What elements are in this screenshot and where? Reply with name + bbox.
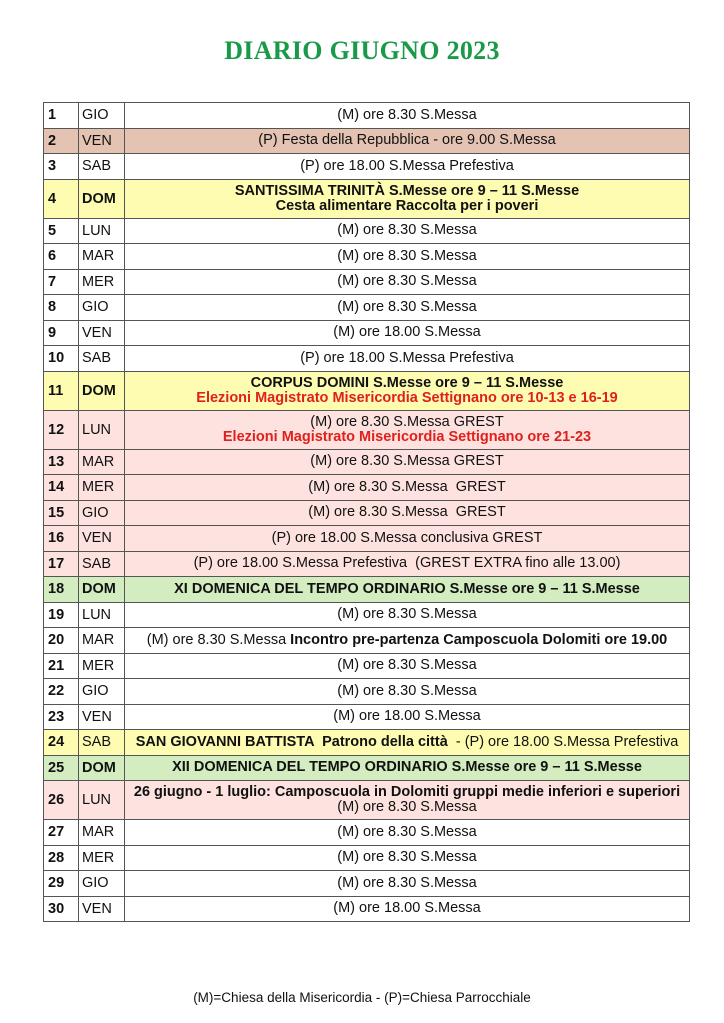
event-text: (P) ore 18.00 S.Messa Prefestiva (300, 349, 514, 366)
day-number: 30 (44, 896, 79, 922)
event-text: (M) ore 8.30 S.Messa GREST (308, 478, 506, 495)
diary-row (44, 346, 690, 372)
event-text-bold: XII DOMENICA DEL TEMPO ORDINARIO S.Messe ore 9 – 11 S.Messe (172, 759, 642, 776)
event-note-red: Elezioni Magistrato Misericordia Settignano ore 21-23 (222, 428, 592, 445)
event-description (125, 128, 690, 154)
day-number: 15 (44, 500, 79, 526)
diary-row (44, 371, 690, 410)
event-description (125, 896, 690, 922)
day-number: 9 (44, 320, 79, 346)
diary-row (44, 320, 690, 346)
diary-row (44, 820, 690, 846)
event-description (125, 410, 690, 449)
day-number: 2 (44, 128, 79, 154)
event-description (125, 154, 690, 180)
weekday: DOM (79, 755, 125, 781)
diary-row (44, 269, 690, 295)
diary-row (44, 103, 690, 129)
day-number: 28 (44, 845, 79, 871)
event-text: (M) ore 8.30 S.Messa (337, 273, 477, 290)
weekday: MAR (79, 244, 125, 270)
event-text-bold: Cesta alimentare Raccolta per i poveri (275, 197, 539, 214)
diary-row (44, 154, 690, 180)
diary-row (44, 871, 690, 897)
event-text-bold: XI DOMENICA DEL TEMPO ORDINARIO S.Messe ore 9 – 11 S.Messe (174, 580, 640, 597)
day-number: 10 (44, 346, 79, 372)
event-text: (M) ore 8.30 S.Messa (337, 106, 477, 123)
weekday: VEN (79, 896, 125, 922)
weekday: VEN (79, 526, 125, 552)
event-text: (M) ore 8.30 S.Messa GREST (310, 453, 504, 470)
diary-row (44, 449, 690, 475)
event-text: (M) ore 8.30 S.Messa GREST (308, 504, 506, 521)
event-description (125, 628, 690, 654)
weekday: DOM (79, 371, 125, 410)
event-text: (M) ore 8.30 S.Messa (337, 799, 477, 815)
event-description (125, 679, 690, 705)
event-text: (M) ore 8.30 S.Messa (337, 657, 477, 674)
event-text: (M) ore 18.00 S.Messa (333, 708, 481, 725)
weekday: VEN (79, 320, 125, 346)
diary-row (44, 244, 690, 270)
weekday: GIO (79, 103, 125, 129)
event-description (125, 475, 690, 501)
event-text: (M) ore 18.00 S.Messa (333, 900, 481, 917)
event-text: (P) Festa della Repubblica - ore 9.00 S.Messa (258, 132, 556, 149)
legend-footnote: (M)=Chiesa della Misericordia - (P)=Chiesa Parrocchiale (193, 990, 531, 1005)
day-number: 29 (44, 871, 79, 897)
event-description (125, 218, 690, 244)
event-description (125, 577, 690, 603)
diary-table-body (44, 103, 690, 922)
event-text: (M) ore 8.30 S.Messa (337, 606, 477, 623)
diary-row (44, 500, 690, 526)
event-text: (M) ore 8.30 S.Messa (337, 823, 477, 840)
diary-row (44, 730, 690, 756)
day-number: 21 (44, 653, 79, 679)
event-description (125, 871, 690, 897)
diary-row (44, 679, 690, 705)
event-description (125, 320, 690, 346)
day-number: 24 (44, 730, 79, 756)
weekday: SAB (79, 154, 125, 180)
weekday: GIO (79, 295, 125, 321)
diary-row (44, 781, 690, 820)
diary-row (44, 577, 690, 603)
event-description (125, 371, 690, 410)
day-number: 3 (44, 154, 79, 180)
event-text: (M) ore 8.30 S.Messa (337, 222, 477, 239)
weekday: MAR (79, 820, 125, 846)
day-number: 16 (44, 526, 79, 552)
event-text: (M) ore 8.30 S.Messa (337, 874, 477, 891)
weekday: DOM (79, 179, 125, 218)
day-number: 6 (44, 244, 79, 270)
diary-row (44, 218, 690, 244)
event-text: (M) ore 18.00 S.Messa (333, 324, 481, 341)
event-description (125, 500, 690, 526)
event-text: (M) ore 8.30 S.Messa (337, 298, 477, 315)
event-text-bold: SAN GIOVANNI BATTISTA Patrono della città (135, 733, 448, 750)
event-description (125, 602, 690, 628)
page-title: DIARIO GIUGNO 2023 (224, 36, 500, 65)
day-number: 11 (44, 371, 79, 410)
weekday: GIO (79, 871, 125, 897)
day-number: 26 (44, 781, 79, 820)
day-number: 19 (44, 602, 79, 628)
event-description (125, 551, 690, 577)
event-description (125, 704, 690, 730)
day-number: 17 (44, 551, 79, 577)
weekday: LUN (79, 602, 125, 628)
event-text: (P) ore 18.00 S.Messa conclusiva GREST (271, 529, 543, 546)
weekday: LUN (79, 410, 125, 449)
event-description (125, 730, 690, 756)
diary-table (43, 102, 690, 922)
diary-row (44, 602, 690, 628)
event-text: (P) ore 18.00 S.Messa Prefestiva (300, 157, 514, 174)
diary-row (44, 896, 690, 922)
day-number: 5 (44, 218, 79, 244)
day-number: 22 (44, 679, 79, 705)
weekday: SAB (79, 346, 125, 372)
event-description (125, 845, 690, 871)
weekday: SAB (79, 730, 125, 756)
diary-row (44, 179, 690, 218)
event-text-bold: CORPUS DOMINI S.Messe ore 9 – 11 S.Messe (250, 374, 564, 391)
diary-row (44, 628, 690, 654)
day-number: 18 (44, 577, 79, 603)
diary-row (44, 128, 690, 154)
event-text: (P) ore 18.00 S.Messa Prefestiva (GREST EXTRA fino alle 13.00) (193, 555, 621, 572)
diary-row (44, 551, 690, 577)
event-text: (M) ore 8.30 S.Messa GREST (310, 413, 504, 430)
event-description (125, 526, 690, 552)
event-description (125, 103, 690, 129)
event-description (125, 820, 690, 846)
weekday: MER (79, 269, 125, 295)
day-number: 25 (44, 755, 79, 781)
weekday: LUN (79, 218, 125, 244)
day-number: 20 (44, 628, 79, 654)
day-number: 7 (44, 269, 79, 295)
event-text: (M) ore 8.30 S.Messa (337, 682, 477, 699)
day-number: 1 (44, 103, 79, 129)
weekday: MER (79, 653, 125, 679)
diary-row (44, 845, 690, 871)
diary-row (44, 653, 690, 679)
day-number: 27 (44, 820, 79, 846)
event-note-red: Elezioni Magistrato Misericordia Settignano ore 10-13 e 16-19 (196, 389, 618, 406)
day-number: 12 (44, 410, 79, 449)
weekday: GIO (79, 679, 125, 705)
weekday: SAB (79, 551, 125, 577)
event-description (125, 653, 690, 679)
diary-row (44, 475, 690, 501)
event-description (125, 295, 690, 321)
day-number: 23 (44, 704, 79, 730)
diary-row (44, 295, 690, 321)
event-text: (M) ore 8.30 S.Messa (146, 631, 291, 648)
event-description (125, 269, 690, 295)
day-number: 13 (44, 449, 79, 475)
day-number: 14 (44, 475, 79, 501)
event-description (125, 449, 690, 475)
event-description (125, 244, 690, 270)
event-text: (M) ore 8.30 S.Messa (337, 247, 477, 264)
diary-row (44, 410, 690, 449)
event-text: (M) ore 8.30 S.Messa (337, 849, 477, 866)
weekday: GIO (79, 500, 125, 526)
diary-row (44, 526, 690, 552)
event-text-bold: 26 giugno - 1 luglio: Camposcuola in Dolomiti gruppi medie inferiori e superiori (133, 784, 681, 800)
weekday: VEN (79, 704, 125, 730)
event-description (125, 781, 690, 820)
day-number: 8 (44, 295, 79, 321)
weekday: MAR (79, 628, 125, 654)
weekday: LUN (79, 781, 125, 820)
event-description (125, 346, 690, 372)
event-text-bold: Incontro pre-partenza Camposcuola Dolomiti ore 19.00 (290, 631, 668, 648)
weekday: DOM (79, 577, 125, 603)
event-text: - (P) ore 18.00 S.Messa Prefestiva (447, 733, 679, 750)
weekday: MER (79, 475, 125, 501)
diary-row (44, 704, 690, 730)
event-description (125, 179, 690, 218)
weekday: VEN (79, 128, 125, 154)
weekday: MER (79, 845, 125, 871)
event-description (125, 755, 690, 781)
event-text-bold: SANTISSIMA TRINITÀ S.Messe ore 9 – 11 S.Messe (234, 182, 580, 199)
weekday: MAR (79, 449, 125, 475)
day-number: 4 (44, 179, 79, 218)
diary-row (44, 755, 690, 781)
